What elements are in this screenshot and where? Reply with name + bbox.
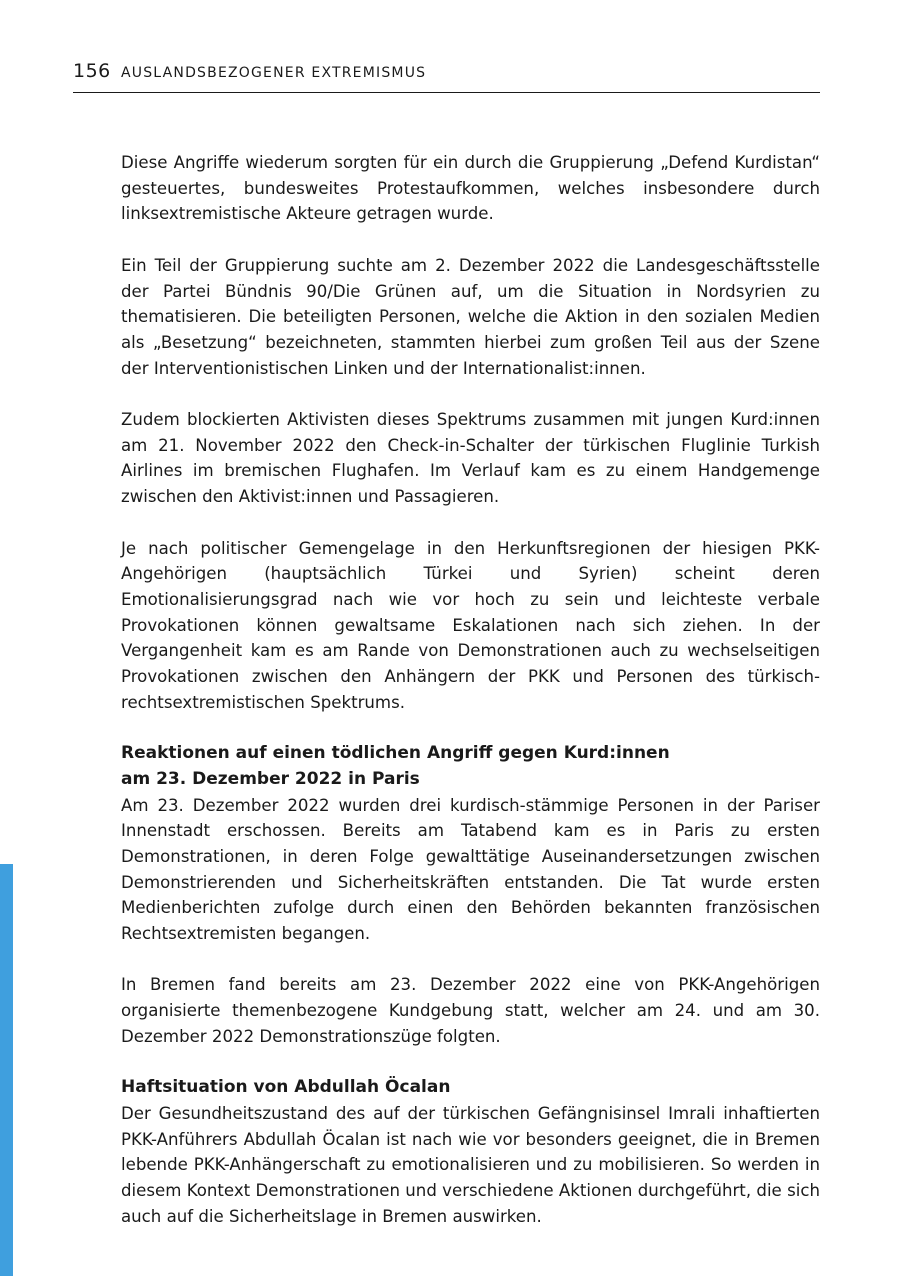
body-paragraph: In Bremen fand bereits am 23. Dezember 2022 eine von PKK-Angehörigen organisierte themenbezogene Kundgebung statt, welcher am 24. und am 30. Dezember 2022 Demonstrationszüge folgten. — [121, 975, 820, 1046]
section-heading-paris — [121, 741, 820, 792]
body-paragraph: Je nach politischer Gemengelage in den Herkunftsregionen der hiesigen PKK-Angehörigen (hauptsächlich Türkei und Syrien) scheint deren Emotionalisierungsgrad nach wie vor hoch zu sein und leichteste verbale Provokationen können gewaltsame Eskalationen nach sich ziehen. In der Vergangenheit kam es am Rande von Demonstrationen auch zu wechselseitigen Provokationen zwischen den Anhängern der PKK und Personen des türkisch-rechtsextremistischen Spektrums. — [121, 538, 820, 712]
body-paragraph: Der Gesundheitszustand des auf der türkischen Gefängnisinsel Imrali inhaftierten PKK-Anführers Abdullah Öcalan ist nach wie vor besonders geeignet, die in Bremen lebende PKK-Anhängerschaft zu emotionalisieren und zu mobilisieren. So werden in diesem Kontext Demonstrationen und verschiedene Aktionen durchgeführt, die sich auch auf die Sicherheitslage in Bremen auswirken. — [121, 1103, 820, 1226]
section-heading-ocalan: Haftsituation von Abdullah Öcalan — [121, 1077, 451, 1098]
page-header — [73, 58, 820, 93]
heading-line-1: Reaktionen auf einen tödlichen Angriff gegen Kurd:innen — [121, 743, 670, 764]
heading-line-2: am 23. Dezember 2022 in Paris — [121, 768, 420, 789]
body-paragraph: Diese Angriffe wiederum sorgten für ein durch die Gruppierung „Defend Kurdistan“ gesteuertes, bundesweites Protestaufkommen, welches insbesondere durch linksextremistische Akteure getragen wurde. — [121, 153, 820, 224]
body-paragraph: Zudem blockierten Aktivisten dieses Spektrums zusammen mit jungen Kurd:innen am 21. November 2022 den Check-in-Schalter der türkischen Fluglinie Turkish Airlines im bremischen Flughafen. Im Verlauf kam es zu einem Handgemenge zwischen den Aktivist:innen und Passagieren. — [121, 410, 820, 507]
page-number: 156 — [73, 60, 111, 82]
body-paragraph: Am 23. Dezember 2022 wurden drei kurdisch-stämmige Personen in der Pariser Innenstadt erschossen. Bereits am Tatabend kam es in Paris zu ersten Demonstrationen, in deren Folge gewalttätige Auseinandersetzungen zwischen Demonstrierenden und Sicherheitskräften entstanden. Die Tat wurde ersten Medienberichten zufolge durch einen den Behörden bekannten französischen Rechtsextremisten begangen. — [121, 795, 820, 944]
body-paragraph: Ein Teil der Gruppierung suchte am 2. Dezember 2022 die Landesgeschäftsstelle der Partei Bündnis 90/Die Grünen auf, um die Situation in Nordsyrien zu thematisieren. Die beteiligten Personen, welche die Aktion in den sozialen Medien als „Besetzung“ bezeichneten, stammten hierbei zum großen Teil aus der Szene der Interventionistischen Linken und der Internationalist:innen. — [121, 255, 820, 378]
side-accent-bar — [0, 864, 13, 1276]
running-title: AUSLANDSBEZOGENER EXTREMISMUS — [121, 65, 427, 81]
page-body — [121, 150, 820, 1229]
